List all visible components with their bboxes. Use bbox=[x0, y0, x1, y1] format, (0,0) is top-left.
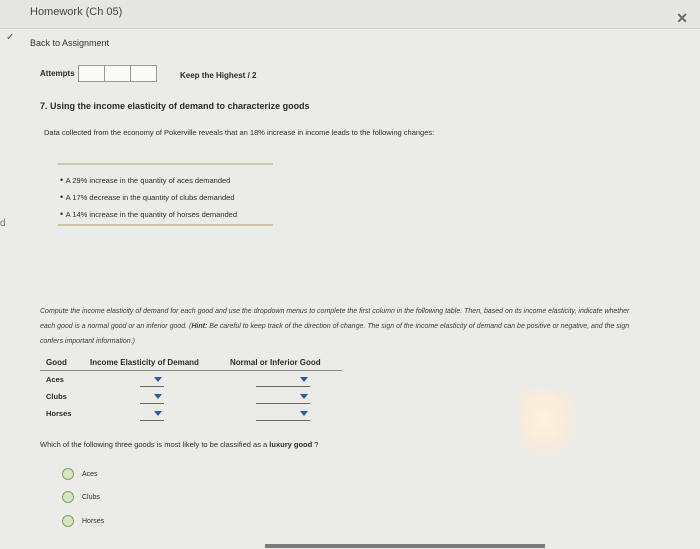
divider-bottom bbox=[58, 224, 273, 226]
radio-option-clubs[interactable] bbox=[62, 491, 100, 503]
dropdown-arrow-icon bbox=[154, 411, 162, 416]
luxury-question bbox=[40, 440, 318, 449]
top-bar bbox=[0, 0, 700, 29]
table-header-line bbox=[40, 370, 342, 371]
radio-circle-icon[interactable] bbox=[62, 491, 74, 503]
attempt-box bbox=[78, 65, 105, 82]
radio-label: Aces bbox=[82, 470, 98, 478]
header-elasticity: Income Elasticity of Demand bbox=[90, 358, 199, 367]
elasticity-dropdown-horses[interactable] bbox=[140, 406, 164, 421]
close-icon[interactable]: ✕ bbox=[676, 10, 688, 26]
attempts-label: Attempts bbox=[40, 69, 75, 78]
keep-highest-label: Keep the Highest / 2 bbox=[180, 71, 257, 80]
changes-list bbox=[60, 172, 237, 223]
dropdown-arrow-icon bbox=[300, 411, 308, 416]
divider-top bbox=[58, 163, 273, 165]
instructions-part-2: Be careful to keep track of the direction of change. The sign of the income elasticity of demand can be positive or negative, and the sign confers important information.) bbox=[40, 323, 630, 345]
normal-inferior-dropdown-aces[interactable] bbox=[256, 372, 310, 387]
elasticity-dropdown-clubs[interactable] bbox=[140, 389, 164, 404]
dropdown-arrow-icon bbox=[154, 394, 162, 399]
dropdown-arrow-icon bbox=[300, 377, 308, 382]
header-good: Good bbox=[46, 358, 67, 367]
edge-letter: d bbox=[0, 218, 6, 229]
row-label-horses: Horses bbox=[46, 409, 72, 418]
instructions bbox=[40, 304, 640, 349]
radio-label: Horses bbox=[82, 517, 105, 525]
row-label-aces: Aces bbox=[46, 375, 64, 384]
light-glare bbox=[520, 390, 580, 460]
hint-label: Hint: bbox=[191, 323, 208, 330]
normal-inferior-dropdown-clubs[interactable] bbox=[256, 389, 310, 404]
list-item: • A 17% decrease in the quantity of clubs demanded bbox=[60, 189, 237, 206]
back-to-assignment-link[interactable]: Back to Assignment bbox=[30, 38, 110, 48]
radio-circle-icon[interactable] bbox=[62, 468, 74, 480]
header-normal-inferior: Normal or Inferior Good bbox=[230, 358, 321, 367]
radio-circle-icon[interactable] bbox=[62, 515, 74, 527]
radio-label: Clubs bbox=[82, 493, 100, 501]
row-label-clubs: Clubs bbox=[46, 392, 67, 401]
radio-option-horses[interactable] bbox=[62, 515, 104, 527]
attempt-box bbox=[104, 65, 131, 82]
dropdown-arrow-icon bbox=[154, 377, 162, 382]
dropdown-arrow-icon bbox=[300, 394, 308, 399]
attempt-box bbox=[130, 65, 157, 82]
luxury-good-label: luxury good bbox=[269, 440, 313, 449]
luxury-question-suffix: ? bbox=[312, 440, 319, 449]
question-title: 7. Using the income elasticity of demand to characterize goods bbox=[40, 101, 310, 111]
bottom-bar bbox=[265, 544, 545, 548]
luxury-question-prefix: Which of the following three goods is most likely to be classified as a bbox=[40, 440, 270, 449]
radio-option-aces[interactable] bbox=[62, 468, 98, 480]
chevron-down-icon[interactable]: ✓ bbox=[6, 32, 15, 43]
normal-inferior-dropdown-horses[interactable] bbox=[256, 406, 310, 421]
elasticity-dropdown-aces[interactable] bbox=[140, 372, 164, 387]
instructions-part-1: Compute the income elasticity of demand for each good and use the dropdown menus to complete the first column in the following table. Then, based on its income elasticity, indicate whether each good is a normal good or an inferior good. ( bbox=[40, 308, 630, 330]
homework-title: Homework (Ch 05) bbox=[30, 6, 123, 18]
list-item: • A 14% increase in the quantity of horses demanded bbox=[60, 206, 237, 223]
list-item: • A 29% increase in the quantity of aces demanded bbox=[60, 172, 237, 189]
attempt-boxes bbox=[78, 65, 156, 82]
data-text: Data collected from the economy of Pokerville reveals that an 18% increase in income leads to the following changes: bbox=[44, 128, 435, 137]
